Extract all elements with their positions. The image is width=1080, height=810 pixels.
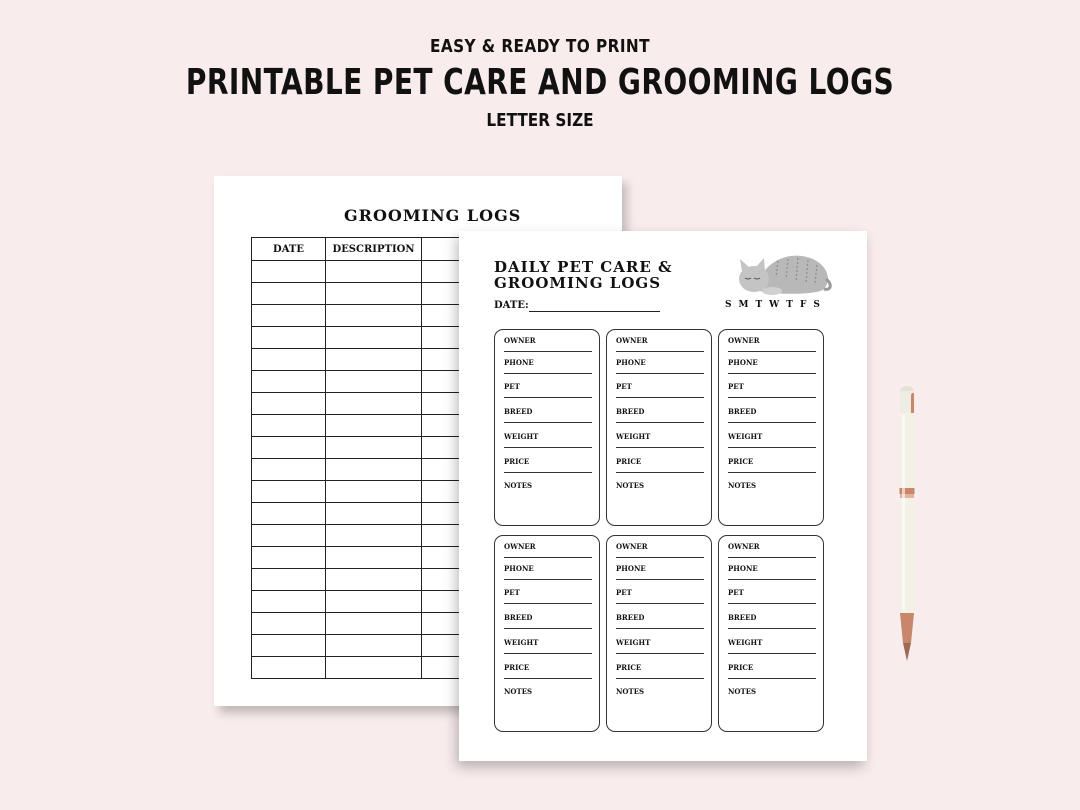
field-label: BREED: [504, 407, 533, 416]
field-line: [616, 397, 704, 398]
field-label: OWNER: [728, 542, 760, 551]
table-cell: [326, 261, 422, 283]
table-cell: [326, 635, 422, 657]
field-line: [728, 447, 816, 448]
table-cell: [252, 393, 326, 415]
field-label: NOTES: [616, 687, 645, 696]
card-field-owner: [616, 336, 704, 345]
card-field-notes: [728, 687, 816, 696]
table-cell: [326, 591, 422, 613]
column-header-date: DATE: [252, 238, 326, 261]
day-saturday: S: [813, 300, 820, 310]
column-header-description: DESCRIPTION: [326, 238, 422, 261]
table-cell: [252, 591, 326, 613]
pet-card: [494, 329, 600, 526]
card-field-breed: [728, 407, 816, 416]
table-cell: [326, 371, 422, 393]
table-cell: [326, 459, 422, 481]
field-label: NOTES: [616, 481, 645, 490]
sleeping-cat-illustration: [736, 247, 832, 297]
table-cell: [326, 657, 422, 679]
field-line: [616, 557, 704, 558]
day-thursday: T: [786, 300, 793, 310]
field-line: [616, 472, 704, 473]
card-field-owner: [728, 542, 816, 551]
field-label: PET: [728, 382, 744, 391]
table-cell: [252, 569, 326, 591]
field-label: BREED: [616, 407, 645, 416]
card-field-price: [504, 457, 592, 466]
card-field-notes: [504, 687, 592, 696]
field-line: [504, 397, 592, 398]
field-label: NOTES: [504, 481, 533, 490]
card-field-price: [728, 457, 816, 466]
card-field-weight: [504, 432, 592, 441]
card-field-phone: [504, 358, 592, 367]
field-label: BREED: [728, 407, 757, 416]
date-label: DATE:: [494, 300, 529, 311]
card-field-owner: [728, 336, 816, 345]
field-label: PHONE: [504, 564, 534, 573]
field-label: WEIGHT: [616, 638, 651, 647]
table-cell: [252, 283, 326, 305]
field-line: [616, 447, 704, 448]
field-line: [504, 603, 592, 604]
field-label: PET: [616, 588, 632, 597]
field-label: WEIGHT: [728, 432, 763, 441]
card-field-pet: [728, 588, 816, 597]
field-line: [504, 678, 592, 679]
field-label: PRICE: [504, 457, 530, 466]
field-line: [616, 603, 704, 604]
field-label: WEIGHT: [616, 432, 651, 441]
table-cell: [326, 327, 422, 349]
field-label: PET: [504, 382, 520, 391]
table-cell: [252, 547, 326, 569]
title-line-2: GROOMING LOGS: [494, 274, 662, 292]
field-line: [616, 678, 704, 679]
field-line: [504, 472, 592, 473]
header-subtitle: EASY & READY TO PRINT: [429, 36, 651, 57]
field-label: PRICE: [504, 663, 530, 672]
field-label: OWNER: [616, 336, 648, 345]
table-cell: [252, 657, 326, 679]
field-label: PHONE: [728, 358, 758, 367]
card-field-phone: [616, 564, 704, 573]
card-field-phone: [728, 358, 816, 367]
field-line: [504, 373, 592, 374]
card-field-price: [616, 663, 704, 672]
field-line: [728, 678, 816, 679]
pet-card: [494, 535, 600, 732]
field-label: NOTES: [728, 481, 757, 490]
field-line: [728, 397, 816, 398]
field-line: [504, 422, 592, 423]
table-cell: [326, 547, 422, 569]
table-cell: [252, 371, 326, 393]
table-cell: [326, 349, 422, 371]
field-line: [504, 579, 592, 580]
card-field-price: [504, 663, 592, 672]
field-label: BREED: [616, 613, 645, 622]
pet-card: [718, 329, 824, 526]
field-label: PET: [616, 382, 632, 391]
card-field-notes: [504, 481, 592, 490]
card-field-breed: [504, 407, 592, 416]
card-field-price: [616, 457, 704, 466]
table-cell: [252, 613, 326, 635]
card-field-weight: [504, 638, 592, 647]
card-field-pet: [616, 382, 704, 391]
card-field-owner: [616, 542, 704, 551]
card-field-weight: [728, 638, 816, 647]
field-line: [616, 422, 704, 423]
card-field-pet: [728, 382, 816, 391]
card-field-price: [728, 663, 816, 672]
weekday-selector: [725, 300, 820, 310]
field-label: PRICE: [728, 663, 754, 672]
field-label: BREED: [728, 613, 757, 622]
table-cell: [326, 437, 422, 459]
field-line: [504, 351, 592, 352]
card-field-breed: [616, 407, 704, 416]
pet-card: [606, 535, 712, 732]
field-line: [616, 373, 704, 374]
card-field-phone: [616, 358, 704, 367]
day-monday: M: [738, 300, 749, 310]
pet-card: [606, 329, 712, 526]
pen-illustration: [890, 385, 924, 665]
field-line: [616, 628, 704, 629]
field-label: OWNER: [504, 542, 536, 551]
field-label: NOTES: [728, 687, 757, 696]
table-cell: [326, 503, 422, 525]
day-wednesday: W: [769, 300, 780, 310]
field-line: [728, 422, 816, 423]
field-label: PRICE: [616, 457, 642, 466]
field-label: WEIGHT: [728, 638, 763, 647]
field-line: [728, 472, 816, 473]
field-label: PRICE: [728, 457, 754, 466]
field-label: PHONE: [504, 358, 534, 367]
field-label: PRICE: [616, 663, 642, 672]
card-field-notes: [616, 687, 704, 696]
card-field-weight: [616, 432, 704, 441]
table-cell: [326, 525, 422, 547]
field-label: PHONE: [728, 564, 758, 573]
table-cell: [252, 459, 326, 481]
table-cell: [252, 327, 326, 349]
field-label: PHONE: [616, 564, 646, 573]
table-cell: [252, 305, 326, 327]
field-label: OWNER: [616, 542, 648, 551]
field-line: [504, 447, 592, 448]
field-line: [728, 603, 816, 604]
header-title: PRINTABLE PET CARE AND GROOMING LOGS: [185, 62, 895, 103]
field-label: PET: [728, 588, 744, 597]
table-cell: [326, 393, 422, 415]
field-line: [504, 557, 592, 558]
field-label: OWNER: [504, 336, 536, 345]
daily-care-sheet: [459, 231, 867, 761]
table-cell: [252, 525, 326, 547]
card-field-notes: [616, 481, 704, 490]
header-size: LETTER SIZE: [486, 110, 594, 131]
field-line: [728, 373, 816, 374]
field-label: PET: [504, 588, 520, 597]
card-field-breed: [616, 613, 704, 622]
field-line: [616, 653, 704, 654]
field-line: [504, 628, 592, 629]
pet-card: [718, 535, 824, 732]
field-label: NOTES: [504, 687, 533, 696]
table-cell: [326, 613, 422, 635]
field-line: [728, 628, 816, 629]
field-line: [728, 557, 816, 558]
table-cell: [252, 437, 326, 459]
field-label: BREED: [504, 613, 533, 622]
card-field-breed: [504, 613, 592, 622]
field-line: [728, 351, 816, 352]
card-field-owner: [504, 336, 592, 345]
card-field-owner: [504, 542, 592, 551]
field-line: [504, 653, 592, 654]
table-cell: [326, 415, 422, 437]
field-label: PHONE: [616, 358, 646, 367]
field-label: OWNER: [728, 336, 760, 345]
day-sunday: S: [725, 300, 732, 310]
card-field-weight: [616, 638, 704, 647]
table-cell: [326, 305, 422, 327]
field-line: [616, 351, 704, 352]
table-cell: [252, 481, 326, 503]
card-field-phone: [728, 564, 816, 573]
table-cell: [326, 283, 422, 305]
card-field-notes: [728, 481, 816, 490]
card-field-phone: [504, 564, 592, 573]
day-tuesday: T: [755, 300, 763, 310]
table-cell: [252, 349, 326, 371]
field-label: WEIGHT: [504, 432, 539, 441]
table-cell: [252, 261, 326, 283]
table-cell: [252, 415, 326, 437]
card-field-breed: [728, 613, 816, 622]
card-field-weight: [728, 432, 816, 441]
date-line: [529, 311, 660, 312]
field-line: [728, 579, 816, 580]
grooming-logs-title: GROOMING LOGS: [344, 206, 522, 225]
field-line: [616, 579, 704, 580]
card-field-pet: [616, 588, 704, 597]
day-friday: F: [799, 300, 807, 310]
table-cell: [326, 481, 422, 503]
field-line: [728, 653, 816, 654]
table-cell: [252, 503, 326, 525]
card-field-pet: [504, 588, 592, 597]
field-label: WEIGHT: [504, 638, 539, 647]
title-line-1: DAILY PET CARE &: [494, 258, 673, 276]
table-cell: [252, 635, 326, 657]
card-field-pet: [504, 382, 592, 391]
daily-care-title: [494, 259, 673, 291]
table-cell: [326, 569, 422, 591]
